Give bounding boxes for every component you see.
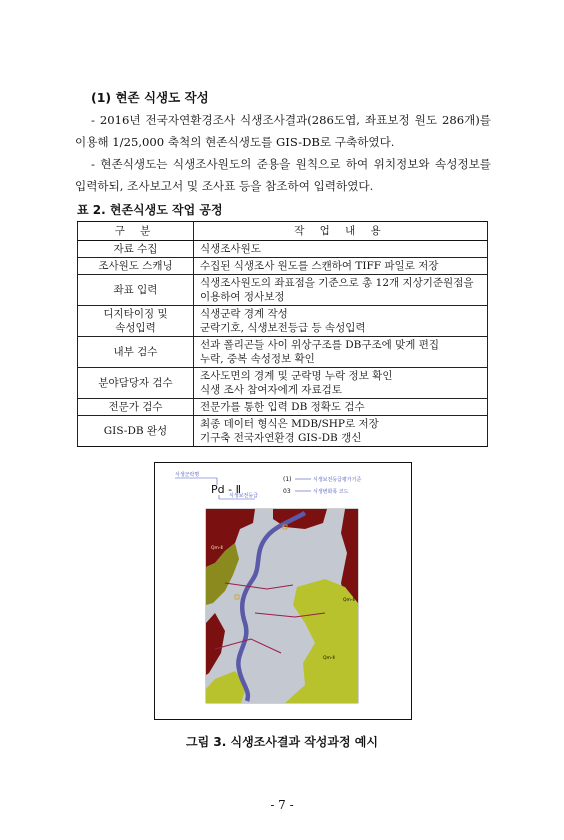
- legend-code-sub2: 03: [283, 488, 291, 495]
- table-cell-content: 최종 데이터 형식은 MDB/SHP로 저장 기구축 전국자연환경 GIS-DB 갱신: [194, 416, 488, 447]
- table-cell-content: 식생군락 경계 작성 군락기호, 식생보전등급 등 속성입력: [194, 306, 488, 337]
- table-cell-step: 디지타이징 및 속성입력: [78, 306, 194, 337]
- table-row: [78, 306, 488, 337]
- table-row: [78, 416, 488, 447]
- table-cell-step: 전문가 검수: [78, 399, 194, 416]
- legend-label-grade: 식생보전등급: [229, 493, 258, 499]
- vegetation-map: [206, 509, 358, 703]
- section-heading: (1) 현존 식생도 작성: [91, 90, 209, 105]
- legend-label-community: 식생군락명: [175, 472, 200, 478]
- paragraph-2-text: - 현존식생도는 식생조사원도의 준용을 원칙으로 하여 위치정보와 속성정보를 입력하되, 조사보고서 및 조사표 등을 참조하여 입력하였다.: [75, 157, 491, 193]
- table-cell-content: 수집된 식생조사 원도를 스캔하여 TIFF 파일로 저장: [194, 258, 488, 275]
- table-cell-step: 자료 수집: [78, 241, 194, 258]
- figure-caption: 그림 3. 식생조사결과 작성과정 예시: [186, 735, 378, 749]
- table-cell-content: 식생조사원도: [194, 241, 488, 258]
- map-label: Qm-Ⅱ: [211, 546, 223, 551]
- table-cell-content: 조사도면의 경계 및 군락명 누락 정보 확인 식생 조사 참여자에게 자료검토: [194, 368, 488, 399]
- paragraph-1: [75, 109, 491, 153]
- table-cell-step: GIS-DB 완성: [78, 416, 194, 447]
- table-cell-content: 선과 폴리곤들 사이 위상구조를 DB구조에 맞게 편집 누락, 중복 속성정보 확인: [194, 337, 488, 368]
- work-process-table: [77, 221, 488, 447]
- map-label: Qm-Ⅱ: [343, 598, 355, 603]
- table-row: [78, 258, 488, 275]
- header-content: 작 업 내 용: [194, 222, 488, 241]
- table-cell-step: 분야담당자 검수: [78, 368, 194, 399]
- figure-illustration: [155, 463, 411, 719]
- page-number: - 7 -: [270, 798, 294, 812]
- table-row: [78, 399, 488, 416]
- legend-label-grade-criteria: 식생보전등급평가기준: [313, 477, 362, 483]
- paragraph-2: [75, 153, 491, 197]
- table-row: [78, 368, 488, 399]
- map-label: Qm-Ⅱ: [323, 656, 335, 661]
- table-row: [78, 337, 488, 368]
- legend-code-sub1: (1): [283, 476, 292, 483]
- table-row: [78, 241, 488, 258]
- paragraph-1-text: - 2016년 전국자연환경조사 식생조사결과(286도엽, 좌표보정 원도 286개)를 이용해 1/25,000 축척의 현존식생도를 GIS-DB로 구축하였다.: [75, 113, 491, 149]
- table-cell-step: 내부 검수: [78, 337, 194, 368]
- legend-diagram: [175, 471, 361, 499]
- legend-code-main: Pd - Ⅱ: [211, 483, 241, 496]
- table-cell-step: 조사원도 스캐닝: [78, 258, 194, 275]
- legend-label-change-code: 식생변화폭 코드: [313, 489, 349, 495]
- table-header-row: [78, 222, 488, 241]
- table-cell-content: 전문가를 통한 입력 DB 정확도 검수: [194, 399, 488, 416]
- table-cell-content: 식생조사원도의 좌표점을 기준으로 총 12개 지상기준원점을 이용하여 정사보정: [194, 275, 488, 306]
- figure-box: [154, 462, 412, 720]
- header-step: 구 분: [78, 222, 194, 241]
- table-caption: 표 2. 현존식생도 작업 공정: [77, 203, 223, 217]
- table-cell-step: 좌표 입력: [78, 275, 194, 306]
- table-row: [78, 275, 488, 306]
